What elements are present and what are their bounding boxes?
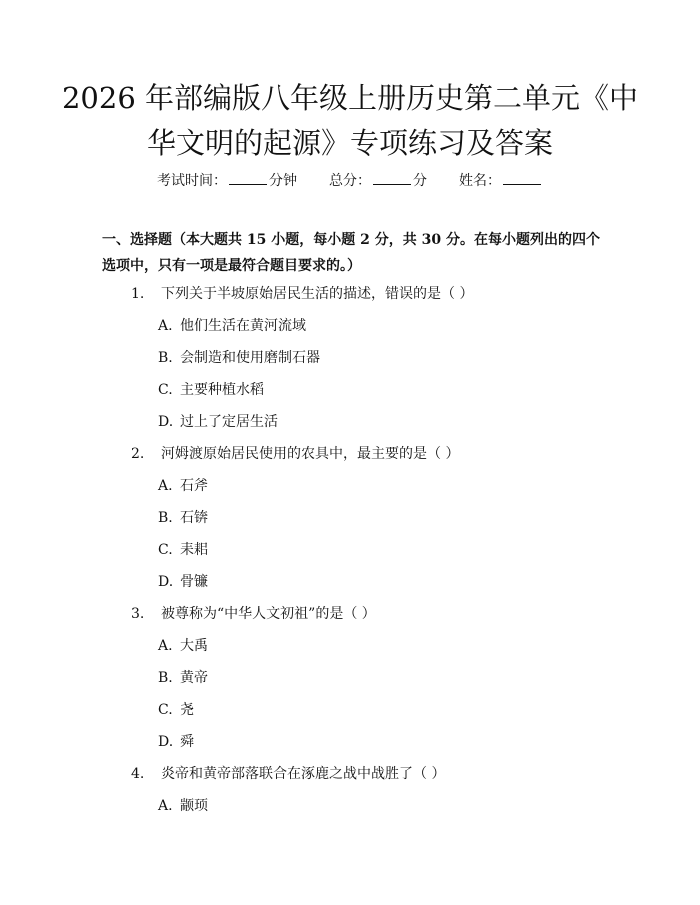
option-2-b <box>158 507 208 527</box>
option-text: 他们生活在黄河流域 <box>180 318 306 334</box>
question-1 <box>131 283 473 303</box>
option-3-d <box>158 731 194 751</box>
option-text: 过上了定居生活 <box>180 414 278 430</box>
name-field <box>459 170 543 190</box>
option-text: 石斧 <box>180 478 208 494</box>
option-1-d <box>158 411 278 431</box>
option-text: 舜 <box>180 734 194 750</box>
option-text: 颛顼 <box>180 798 208 814</box>
question-text: 被尊称为“中华人文初祖”的是（ ） <box>161 606 376 622</box>
time-blank <box>229 172 267 185</box>
question-2 <box>131 443 459 463</box>
question-3 <box>131 603 376 623</box>
option-2-c <box>158 539 208 559</box>
option-letter: D. <box>158 414 174 430</box>
score-label: 总分： <box>329 173 371 189</box>
score-unit: 分 <box>413 173 427 189</box>
option-letter: C. <box>158 382 173 398</box>
option-letter: C. <box>158 542 173 558</box>
option-letter: A. <box>158 798 173 814</box>
exam-info <box>0 170 700 190</box>
option-letter: D. <box>158 574 174 590</box>
option-letter: D. <box>158 734 174 750</box>
option-text: 耒耜 <box>180 542 208 558</box>
question-number: 3. <box>131 606 145 622</box>
title-line-2: 华文明的起源》专项练习及答案 <box>146 126 553 160</box>
question-4 <box>131 763 445 783</box>
total-score-field <box>329 170 427 190</box>
option-letter: B. <box>158 510 173 526</box>
option-text: 骨镰 <box>180 574 208 590</box>
question-number: 4. <box>131 766 145 782</box>
title-line-1: 2026 年部编版八年级上册历史第二单元《中 <box>61 81 639 115</box>
name-blank <box>503 172 541 185</box>
time-label: 考试时间： <box>157 173 227 189</box>
question-number: 1. <box>131 286 145 302</box>
option-letter: A. <box>158 638 173 654</box>
option-text: 尧 <box>180 702 194 718</box>
question-number: 2. <box>131 446 145 462</box>
option-3-a <box>158 635 208 655</box>
time-unit: 分钟 <box>269 173 297 189</box>
option-letter: A. <box>158 318 173 334</box>
option-4-a <box>158 795 208 815</box>
section-heading: 一、选择题（本大题共 15 小题，每小题 2 分，共 30 分。在每小题列出的四个选项中，只有一项是最符合题目要求的。） <box>102 232 600 274</box>
option-text: 主要种植水稻 <box>180 382 264 398</box>
question-text: 下列关于半坡原始居民生活的描述，错误的是（ ） <box>161 286 474 302</box>
option-3-b <box>158 667 208 687</box>
option-text: 大禹 <box>180 638 208 654</box>
question-text: 炎帝和黄帝部落联合在涿鹿之战中战胜了（ ） <box>161 766 446 782</box>
option-letter: B. <box>158 350 173 366</box>
option-letter: C. <box>158 702 173 718</box>
option-2-d <box>158 571 208 591</box>
option-text: 会制造和使用磨制石器 <box>180 350 320 366</box>
option-text: 石锛 <box>180 510 208 526</box>
page-title <box>60 76 640 166</box>
exam-time-field <box>157 170 297 190</box>
option-letter: A. <box>158 478 173 494</box>
option-1-c <box>158 379 264 399</box>
option-letter: B. <box>158 670 173 686</box>
score-blank <box>373 172 411 185</box>
option-3-c <box>158 699 194 719</box>
name-label: 姓名： <box>459 173 501 189</box>
option-1-a <box>158 315 306 335</box>
question-text: 河姆渡原始居民使用的农具中，最主要的是（ ） <box>161 446 460 462</box>
option-1-b <box>158 347 320 367</box>
option-2-a <box>158 475 208 495</box>
option-text: 黄帝 <box>180 670 208 686</box>
